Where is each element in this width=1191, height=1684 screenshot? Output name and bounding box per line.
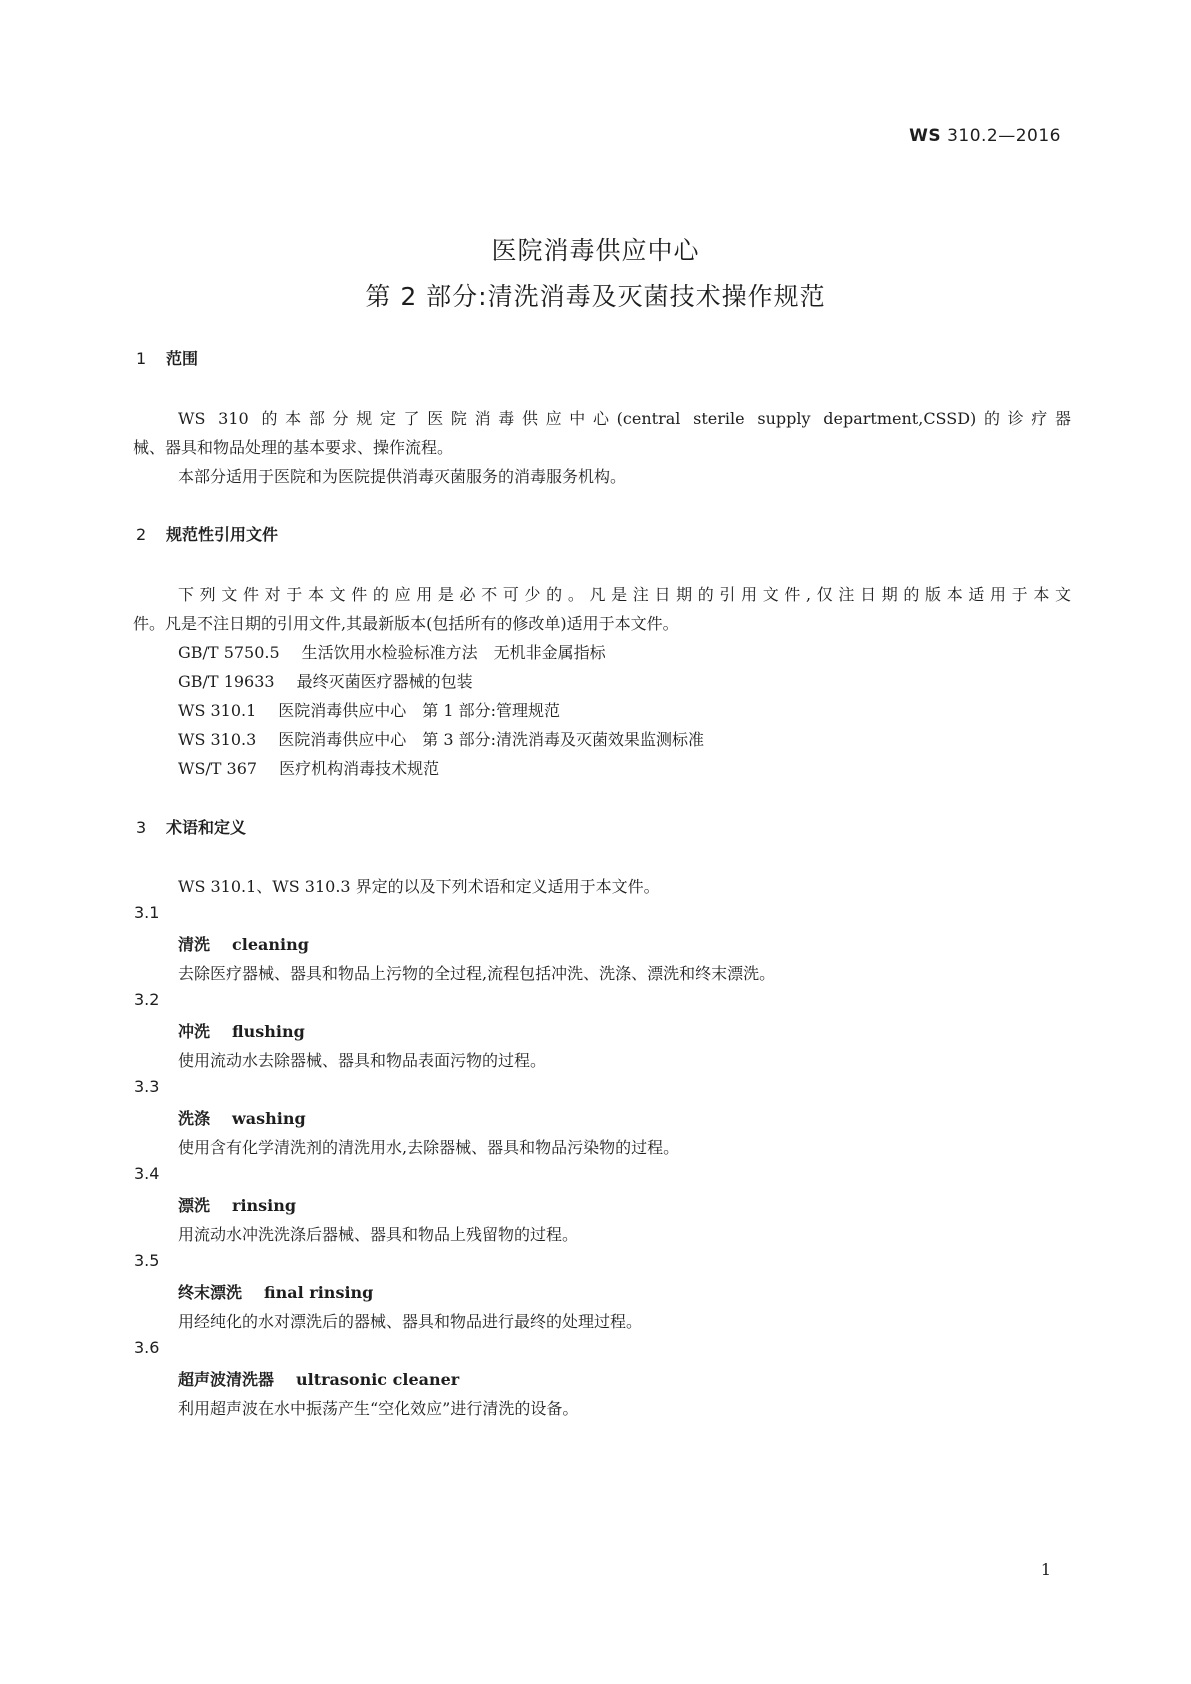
term-number: 3.3 bbox=[134, 1077, 160, 1096]
references-paragraph-line2: 件。凡是不注日期的引用文件,其最新版本(包括所有的修改单)适用于本文件。 bbox=[133, 614, 679, 633]
references-paragraph-line1: 下列文件对于本文件的应用是必不可少的。凡是注日期的引用文件,仅注日期的版本适用于本文 bbox=[178, 585, 1071, 604]
terms-intro: WS 310.1、WS 310.3 界定的以及下列术语和定义适用于本文件。 bbox=[178, 877, 660, 896]
document-title: 医院消毒供应中心 bbox=[491, 236, 700, 265]
section-heading-terms-definitions: 3 术语和定义 bbox=[136, 818, 247, 837]
term-name: 终末漂洗 final rinsing bbox=[178, 1283, 374, 1302]
term-definition: 使用流动水去除器械、器具和物品表面污物的过程。 bbox=[178, 1051, 547, 1070]
reference-item: WS/T 367 医疗机构消毒技术规范 bbox=[178, 759, 440, 778]
term-number: 3.4 bbox=[134, 1164, 160, 1183]
term-number: 3.2 bbox=[134, 990, 160, 1009]
term-definition: 用经纯化的水对漂洗后的器械、器具和物品进行最终的处理过程。 bbox=[178, 1312, 643, 1331]
reference-item: WS 310.3 医院消毒供应中心 第 3 部分:清洗消毒及灭菌效果监测标准 bbox=[178, 730, 705, 749]
scope-paragraph-line2: 械、器具和物品处理的基本要求、操作流程。 bbox=[133, 438, 454, 457]
term-number: 3.1 bbox=[134, 903, 160, 922]
term-number: 3.5 bbox=[134, 1251, 160, 1270]
term-name: 冲洗 flushing bbox=[178, 1022, 305, 1041]
section-heading-scope: 1 范围 bbox=[136, 349, 199, 368]
scope-applicability: 本部分适用于医院和为医院提供消毒灭菌服务的消毒服务机构。 bbox=[178, 467, 627, 486]
reference-item: WS 310.1 医院消毒供应中心 第 1 部分:管理规范 bbox=[178, 701, 561, 720]
term-name: 超声波清洗器 ultrasonic cleaner bbox=[178, 1370, 460, 1389]
scope-paragraph-line1: WS 310 的本部分规定了医院消毒供应中心(central sterile supply department,CSSD)的诊疗器 bbox=[178, 409, 1071, 428]
term-name: 洗涤 washing bbox=[178, 1109, 306, 1128]
term-definition: 去除医疗器械、器具和物品上污物的全过程,流程包括冲洗、洗涤、漂洗和终末漂洗。 bbox=[178, 964, 776, 983]
standard-number: 310.2—2016 bbox=[947, 126, 1061, 146]
reference-item: GB/T 19633 最终灭菌医疗器械的包装 bbox=[178, 672, 473, 691]
document-subtitle: 第 2 部分:清洗消毒及灭菌技术操作规范 bbox=[365, 282, 826, 311]
term-definition: 利用超声波在水中振荡产生“空化效应”进行清洗的设备。 bbox=[178, 1399, 579, 1418]
term-definition: 使用含有化学清洗剂的清洗用水,去除器械、器具和物品污染物的过程。 bbox=[178, 1138, 680, 1157]
term-definition: 用流动水冲洗洗涤后器械、器具和物品上残留物的过程。 bbox=[178, 1225, 579, 1244]
standard-code bbox=[909, 126, 1061, 146]
section-heading-normative-references: 2 规范性引用文件 bbox=[136, 525, 279, 544]
page-number: 1 bbox=[1040, 1560, 1051, 1579]
standard-prefix: WS bbox=[909, 126, 942, 146]
term-name: 清洗 cleaning bbox=[178, 935, 309, 954]
reference-item: GB/T 5750.5 生活饮用水检验标准方法 无机非金属指标 bbox=[178, 643, 606, 662]
term-number: 3.6 bbox=[134, 1338, 160, 1357]
term-name: 漂洗 rinsing bbox=[178, 1196, 297, 1215]
